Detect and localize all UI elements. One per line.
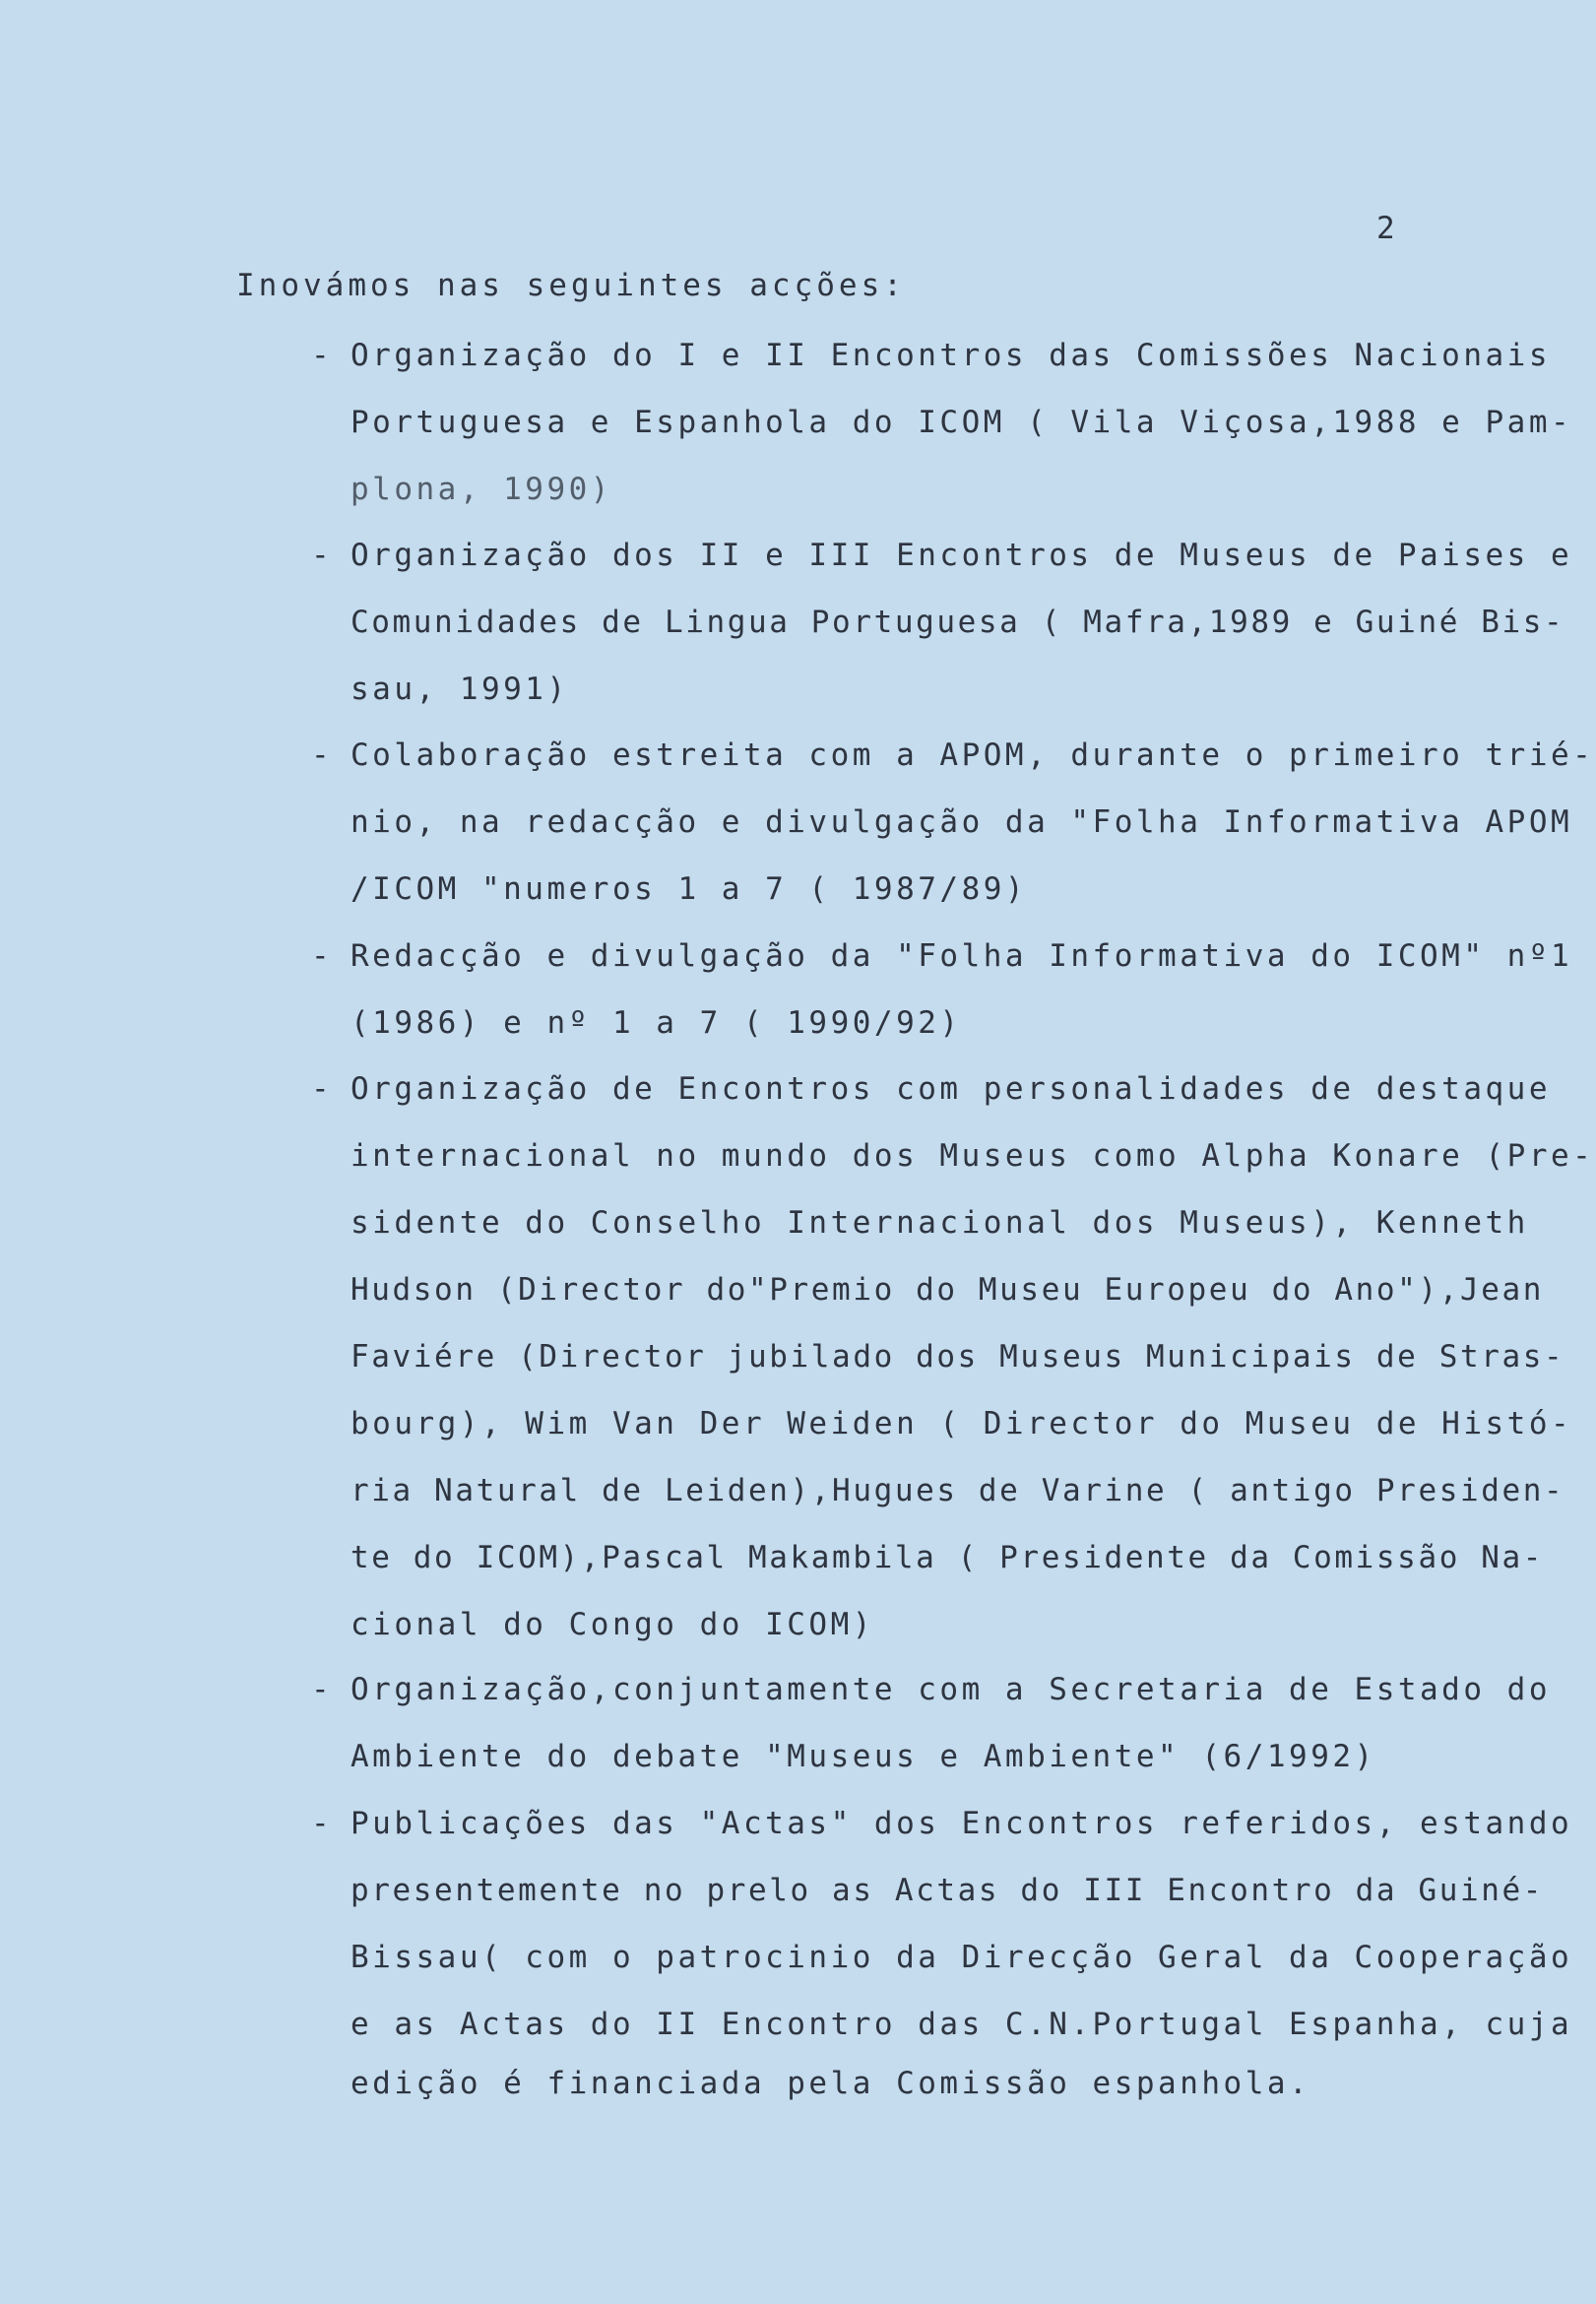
list-bullet: - <box>311 1071 330 1107</box>
list-bullet: - <box>311 538 330 573</box>
list-item-line: Redacção e divulgação da "Folha Informativa do ICOM" nº1 <box>351 938 1573 974</box>
list-item-line: Hudson (Director do"Premio do Museu Europeu do Ano"),Jean <box>351 1272 1545 1308</box>
list-item-line: Ambiente do debate "Museus e Ambiente" (6/1992) <box>351 1739 1376 1774</box>
list-item-line: Publicações das "Actas" dos Encontros referidos, estando <box>351 1806 1573 1841</box>
list-item-line: presentemente no prelo as Actas do III Encontro da Guiné- <box>351 1873 1545 1908</box>
list-item-line: Comunidades de Lingua Portuguesa ( Mafra,1989 e Guiné Bis- <box>351 605 1565 640</box>
list-item-line: /ICOM "numeros 1 a 7 ( 1987/89) <box>351 871 1028 907</box>
list-item-line: Bissau( com o patrocinio da Direcção Geral da Cooperação <box>351 1940 1573 1975</box>
list-item-line: Organização de Encontros com personalidades de destaque <box>351 1071 1551 1107</box>
list-item-line: ria Natural de Leiden),Hugues de Varine ( antigo Presiden- <box>351 1473 1565 1508</box>
intro-heading: Inovámos nas seguintes acções: <box>236 268 906 303</box>
list-item-line: Colaboração estreita com a APOM, durante o primeiro trié- <box>351 737 1595 773</box>
list-bullet: - <box>311 938 330 974</box>
page-number: 2 <box>1376 211 1397 246</box>
list-item-line: nio, na redacção e divulgação da "Folha Informativa APOM <box>351 804 1573 840</box>
list-bullet: - <box>311 1672 330 1707</box>
list-item-line: e as Actas do II Encontro das C.N.Portugal Espanha, cuja <box>351 2007 1573 2042</box>
list-bullet: - <box>311 737 330 773</box>
list-item-line: te do ICOM),Pascal Makambila ( Presidente da Comissão Na- <box>351 1540 1545 1575</box>
list-item-line: Organização dos II e III Encontros de Museus de Paises e <box>351 538 1573 573</box>
list-item-line: cional do Congo do ICOM) <box>351 1607 874 1642</box>
list-item-line: Organização,conjuntamente com a Secretaria de Estado do <box>351 1672 1551 1707</box>
list-bullet: - <box>311 338 330 373</box>
list-item-line: Portuguesa e Espanhola do ICOM ( Vila Viçosa,1988 e Pam- <box>351 405 1573 440</box>
list-item-line: Organização do I e II Encontros das Comissões Nacionais <box>351 338 1551 373</box>
list-item-line: bourg), Wim Van Der Weiden ( Director do Museu de Histó- <box>351 1406 1573 1441</box>
list-item-line: sidente do Conselho Internacional dos Museus), Kenneth <box>351 1205 1529 1241</box>
list-item-line: sau, 1991) <box>351 672 569 707</box>
list-item-line: plona, 1990) <box>351 472 612 507</box>
list-item-line: edição é financiada pela Comissão espanhola. <box>351 2066 1311 2101</box>
list-item-line: internacional no mundo dos Museus como Alpha Konare (Pre- <box>351 1138 1595 1174</box>
list-bullet: - <box>311 1806 330 1841</box>
list-item-line: Faviére (Director jubilado dos Museus Municipais de Stras- <box>351 1339 1565 1375</box>
list-item-line: (1986) e nº 1 a 7 ( 1990/92) <box>351 1005 962 1041</box>
